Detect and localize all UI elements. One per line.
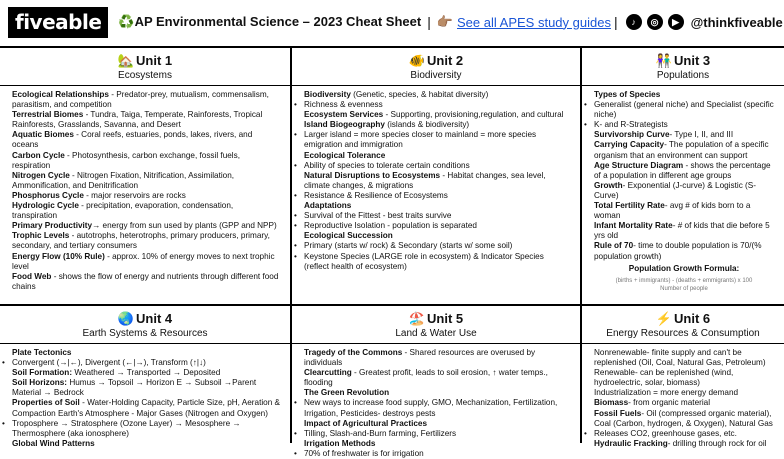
term-text: Troposphere → Stratosphere (Ozone Layer) → Mesosphere → Thermosphere (aka ionosphere) xyxy=(12,418,241,438)
term-text: - shows the flow of energy and nutrients through different food chains xyxy=(12,271,279,291)
term-label: Total Fertility Rate xyxy=(594,201,665,211)
term-label: Infant Mortality Rate xyxy=(594,221,673,231)
term-text: Nonrenewable- finite supply and can't be replenished (Oil, Coal, Natural Gas, Petroleum) xyxy=(594,348,766,368)
term-label: Adaptations xyxy=(304,201,352,211)
term-line xyxy=(594,201,774,221)
unit-header xyxy=(582,48,784,86)
term-text: → energy from sun used by plants (GPP and NPP) xyxy=(92,221,277,231)
term-line xyxy=(594,161,774,181)
unit-title xyxy=(292,53,580,69)
unit-emoji-icon: ⚡ xyxy=(655,311,673,326)
term-line xyxy=(304,171,570,191)
bullet-item xyxy=(594,100,774,120)
unit-card xyxy=(290,48,580,304)
term-label: Fossil Fuels xyxy=(594,408,642,418)
term-text: Keystone Species (LARGE role in ecosystem) & Indicator Species (reflect health of ecosystem) xyxy=(304,251,544,271)
term-line xyxy=(12,110,280,130)
term-line xyxy=(12,90,280,110)
unit-title-text: Unit 1 xyxy=(136,53,173,68)
bullet-item xyxy=(304,429,570,439)
term-line xyxy=(304,90,570,100)
term-line xyxy=(304,439,570,449)
bullet-item xyxy=(304,252,570,272)
term-line xyxy=(304,368,570,388)
term-label: Survivorship Curve xyxy=(594,130,670,140)
bullet-item xyxy=(304,191,570,201)
bullet-item xyxy=(304,398,570,418)
page-title: ♻️AP Environmental Science – 2023 Cheat Sheet xyxy=(118,14,422,29)
term-label: Plate Tectonics xyxy=(12,348,72,357)
term-line xyxy=(594,90,774,100)
term-text: - Water-Holding Capacity, Particle Size, pH, Aeration & Compaction Earth's Atmosphere - Major Gases (Nitrogen and Oxygen) xyxy=(12,398,281,418)
term-text: - Exponential (J-curve) & Logistic (S-Curve) xyxy=(594,180,756,200)
pointing-hand-icon: 👉🏽 xyxy=(436,14,454,29)
term-label: Soil Horizons: xyxy=(12,378,68,388)
social-separator: | xyxy=(613,14,618,30)
term-text: - shows the percentage of a population in different age groups xyxy=(594,160,771,180)
term-line xyxy=(304,151,570,161)
term-label: Phosphorus Cycle xyxy=(12,190,84,200)
term-text: Primary (starts w/ rock) & Secondary (starts w/ some soil) xyxy=(304,241,513,251)
bullet-item xyxy=(304,130,570,150)
term-text: 70% of freshwater is for irrigation xyxy=(304,448,424,458)
term-label: Biodiversity xyxy=(304,90,351,99)
term-line xyxy=(594,409,774,429)
term-text: Reproductive Isolation - population is separated xyxy=(304,221,477,231)
unit-card xyxy=(580,304,784,448)
term-text: Renewable- can be replenished (wind, hydroelectric, solar, biomass) xyxy=(594,368,734,388)
term-text: Releases CO2, greenhouse gases, etc. xyxy=(594,428,737,438)
unit-body xyxy=(292,86,580,272)
term-line xyxy=(12,191,280,201)
unit-grid xyxy=(0,46,784,458)
term-text: Humus → Topsoil → Horizon E → Subsoil →Parent Material → Bedrock xyxy=(12,378,257,398)
social-links xyxy=(626,14,689,30)
term-text: - Tundra, Taiga, Temperate, Rainforests, Tropical Rainforests, Grasslands, Savanna, and Desert xyxy=(12,110,263,130)
bullet-item xyxy=(304,161,570,171)
term-text: Tilling, Slash-and-Burn farming, Fertilizers xyxy=(304,428,457,438)
term-text: - from organic material xyxy=(628,398,711,408)
term-line xyxy=(594,221,774,241)
unit-header xyxy=(292,48,580,86)
header xyxy=(0,0,784,44)
term-text: - Habitat changes, sea level, climate changes, & migrations xyxy=(304,170,546,190)
term-line xyxy=(12,221,280,231)
term-text: - Coral reefs, estuaries, ponds, lakes, rivers, and oceans xyxy=(12,130,253,150)
term-text: Weathered → Transported → Deposited xyxy=(72,368,221,378)
term-text: New ways to increase food supply, GMO, Mechanization, Fertilization, Irrigation, Pesticides- destroys pests xyxy=(304,398,558,418)
term-line xyxy=(594,241,774,261)
term-label: Natural Disruptions to Ecosystems xyxy=(304,170,441,180)
term-text: Larger island = more species closer to mainland = more species emigration and immigration xyxy=(304,130,537,150)
unit-card xyxy=(0,304,290,448)
unit-body xyxy=(582,86,784,293)
term-label: Types of Species xyxy=(594,90,661,99)
term-line xyxy=(594,398,774,408)
unit-card xyxy=(0,48,290,304)
unit-body xyxy=(0,86,290,292)
term-line xyxy=(304,419,570,429)
bullet-item xyxy=(304,100,570,110)
term-label: Clearcutting xyxy=(304,368,352,378)
term-label: Primary Productivity xyxy=(12,221,93,231)
unit-emoji-icon: 🌏 xyxy=(117,311,135,326)
formula-numerator: (births + immigrants) - (deaths + emmigrants) x 100 xyxy=(615,277,753,284)
term-line xyxy=(12,151,280,171)
term-line xyxy=(594,439,774,449)
term-label: Tragedy of the Commons xyxy=(304,348,403,357)
term-label: Ecological Succession xyxy=(304,231,393,241)
fiveable-logo[interactable]: fiveable xyxy=(8,7,108,38)
term-label: Trophic Levels xyxy=(12,231,70,241)
term-line xyxy=(594,388,774,398)
term-text: - precipitation, evaporation, condensation, transpiration xyxy=(12,201,234,221)
formula-denominator: Number of people xyxy=(660,285,708,292)
term-line xyxy=(304,201,570,211)
unit-title-text: Unit 6 xyxy=(674,311,711,326)
term-text: - Oil (compressed organic material), Coal (Carbon, hydrogen, & Oxygen), Natural Gas xyxy=(594,408,773,428)
unit-emoji-icon: 👫 xyxy=(655,53,673,68)
term-line xyxy=(304,231,570,241)
term-text: Industrialization = more energy demand xyxy=(594,388,739,398)
term-line xyxy=(304,120,570,130)
term-text: - Greatest profit, leads to soil erosion, ↑ water temps., flooding xyxy=(304,368,548,388)
term-label: Carbon Cycle xyxy=(12,150,65,160)
unit-header xyxy=(292,306,580,344)
term-line xyxy=(12,171,280,191)
term-text: - approx. 10% of energy moves to next trophic level xyxy=(12,251,275,271)
bullet-item xyxy=(12,358,280,368)
term-line xyxy=(594,181,774,201)
term-label: Global Wind Patterns xyxy=(12,438,95,448)
term-label: Age Structure Diagram xyxy=(594,160,684,170)
formula-expression xyxy=(594,277,774,293)
unit-subtitle: Biodiversity xyxy=(410,70,462,81)
term-line xyxy=(12,398,280,418)
term-line xyxy=(594,348,774,368)
unit-emoji-icon: 🏡 xyxy=(117,53,135,68)
bullet-item xyxy=(304,241,570,251)
unit-body xyxy=(292,344,580,459)
term-text: Ability of species to tolerate certain conditions xyxy=(304,160,470,170)
term-text: - major reservoirs are rocks xyxy=(83,190,186,200)
unit-subtitle: Land & Water Use xyxy=(395,328,477,339)
unit-subtitle: Ecosystems xyxy=(118,70,172,81)
unit-title-text: Unit 5 xyxy=(427,311,464,326)
unit-header xyxy=(0,306,290,344)
term-text: K- and R-Strategists xyxy=(594,120,668,130)
tiktok-icon[interactable]: ♪ xyxy=(626,14,642,30)
term-line xyxy=(12,368,280,378)
study-guides-link[interactable]: See all APES study guides xyxy=(457,14,611,30)
term-line xyxy=(594,368,774,388)
unit-title xyxy=(0,311,290,327)
unit-title xyxy=(582,311,784,327)
term-text: - Type I, II, and III xyxy=(669,130,734,140)
term-text: Convergent (→|←), Divergent (←|→), Transform (↑|↓) xyxy=(12,358,206,368)
bullet-item xyxy=(12,419,280,439)
instagram-icon[interactable]: ◎ xyxy=(647,14,663,30)
term-label: Nitrogen Cycle xyxy=(12,170,70,180)
bullet-item xyxy=(304,221,570,231)
bullet-item xyxy=(304,211,570,221)
term-text: - drilling through rock for oil xyxy=(667,438,767,448)
term-line xyxy=(12,252,280,272)
term-line xyxy=(12,231,280,251)
unit-subtitle: Energy Resources & Consumption xyxy=(606,328,760,339)
term-text: Survival of the Fittest - best traits survive xyxy=(304,211,452,221)
term-text: - avg # of kids born to a woman xyxy=(594,201,751,221)
term-line xyxy=(12,201,280,221)
unit-emoji-icon: 🏖️ xyxy=(408,311,426,326)
term-line xyxy=(12,348,280,358)
unit-body xyxy=(582,344,784,449)
term-line xyxy=(594,140,774,160)
term-label: Ecosystem Services xyxy=(304,110,384,120)
unit-emoji-icon: 🐠 xyxy=(408,53,426,68)
term-text: - time to double population is 70/(% population growth) xyxy=(594,241,762,261)
term-text: Richness & evenness xyxy=(304,100,383,110)
unit-title xyxy=(0,53,290,69)
term-label: Irrigation Methods xyxy=(304,438,376,448)
term-text: Resistance & Resilience of Ecosystems xyxy=(304,190,448,200)
social-handle[interactable]: @thinkfiveable xyxy=(690,14,783,30)
term-label: Impact of Agricultural Practices xyxy=(304,418,427,428)
term-text: - Shared resources are overused by individuals xyxy=(304,348,536,368)
term-label: Biomass xyxy=(594,398,629,408)
term-line xyxy=(12,272,280,292)
term-label: Hydraulic Fracking xyxy=(594,438,668,448)
unit-header xyxy=(0,48,290,86)
unit-title-text: Unit 3 xyxy=(674,53,711,68)
term-text: - Nitrogen Fixation, Nitrification, Assimilation, Ammonification, and Denitrification xyxy=(12,170,235,190)
term-line xyxy=(304,388,570,398)
youtube-icon[interactable]: ▶ xyxy=(668,14,684,30)
unit-title-text: Unit 2 xyxy=(427,53,464,68)
unit-title xyxy=(292,311,580,327)
term-label: Soil Formation: xyxy=(12,368,73,378)
formula-title: Population Growth Formula: xyxy=(628,263,740,273)
term-label: Hydrologic Cycle xyxy=(12,201,79,211)
unit-card xyxy=(580,48,784,304)
term-line xyxy=(594,130,774,140)
term-label: Island Biogeography xyxy=(304,120,385,130)
term-label: Carrying Capacity xyxy=(594,140,665,150)
bullet-item xyxy=(594,429,774,439)
term-text: - Predator-prey, mutualism, commensalism, parasitism, and competition xyxy=(12,90,269,110)
term-label: Terrestrial Biomes xyxy=(12,110,84,120)
term-line xyxy=(12,378,280,398)
term-label: The Green Revolution xyxy=(304,388,390,398)
term-label: Rule of 70 xyxy=(594,241,634,251)
term-text: - The population of a specific organism that an environment can support xyxy=(594,140,769,160)
term-label: Food Web xyxy=(12,271,52,281)
term-line xyxy=(304,348,570,368)
unit-body xyxy=(0,344,290,449)
term-text: - Photosynthesis, carbon exchange, fossil fuels, respiration xyxy=(12,150,240,170)
term-label: Aquatic Biomes xyxy=(12,130,74,140)
term-label: Ecological Tolerance xyxy=(304,150,386,160)
term-text: (Genetic, species, & habitat diversity) xyxy=(350,90,489,99)
term-line xyxy=(304,110,570,120)
term-label: Properties of Soil xyxy=(12,398,80,408)
unit-title xyxy=(582,53,784,69)
term-line xyxy=(12,439,280,449)
term-label: Ecological Relationships xyxy=(12,90,109,99)
unit-subtitle: Earth Systems & Resources xyxy=(82,328,208,339)
bullet-item xyxy=(594,120,774,130)
unit-title-text: Unit 4 xyxy=(136,311,173,326)
unit-card xyxy=(290,304,580,458)
term-text: - # of kids that die before 5 yrs old xyxy=(594,221,770,241)
unit-subtitle: Populations xyxy=(656,70,710,81)
unit-header xyxy=(582,306,784,344)
term-text: (islands & biodiversity) xyxy=(384,120,470,130)
term-text: Generalist (general niche) and Specialist (specific niche) xyxy=(594,100,774,120)
bullet-item xyxy=(304,449,570,459)
term-label: Energy Flow (10% Rule) xyxy=(12,251,105,261)
title-separator: | xyxy=(427,14,431,30)
term-text: - autotrophs, heterotrophs, primary producers, primary, secondary, and tertiary consumers xyxy=(12,231,270,251)
term-line xyxy=(12,130,280,150)
term-text: - Supporting, provisioning,regulation, and cultural xyxy=(383,110,564,120)
term-label: Growth xyxy=(594,180,623,190)
